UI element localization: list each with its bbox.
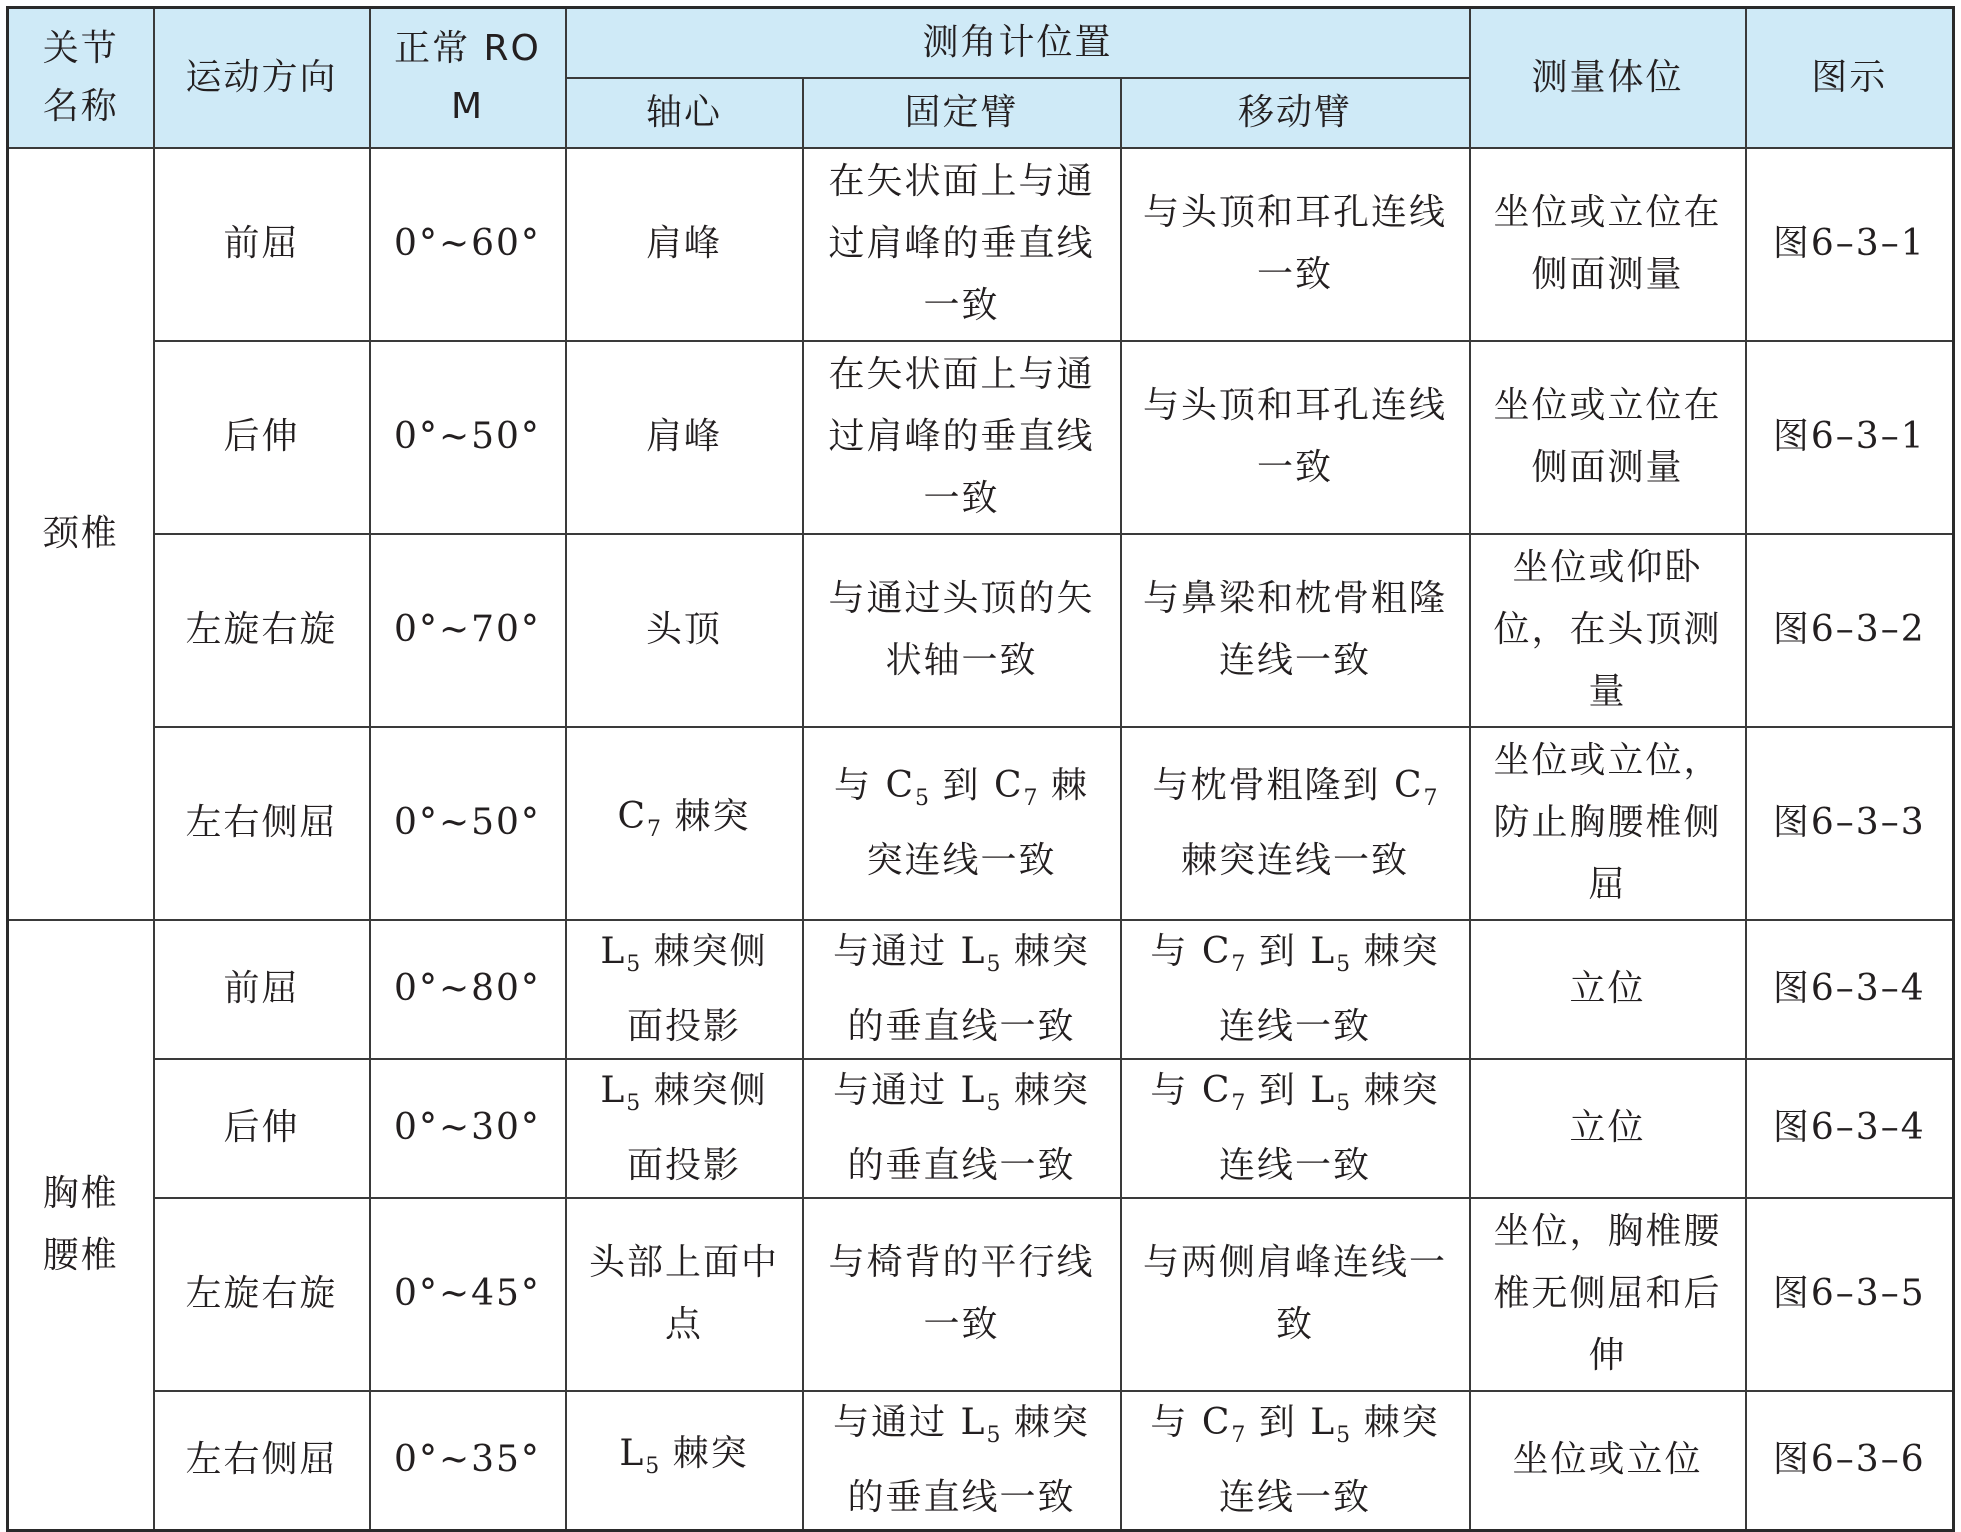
posture-cell: 坐位或立位在侧面测量 [1470, 341, 1746, 534]
header-goniometer-position: 测角计位置 [566, 8, 1470, 78]
header-moving-arm: 移动臂 [1121, 78, 1470, 148]
direction-cell: 左右侧屈 [154, 727, 370, 920]
direction-cell: 后伸 [154, 1059, 370, 1198]
figure-cell: 图6–3–4 [1746, 920, 1954, 1059]
moving-arm-cell: 与头顶和耳孔连线一致 [1121, 148, 1470, 341]
header-measure-posture: 测量体位 [1470, 8, 1746, 148]
moving-arm-cell: 与头顶和耳孔连线一致 [1121, 341, 1470, 534]
moving-arm-cell: 与鼻梁和枕骨粗隆连线一致 [1121, 534, 1470, 727]
rom-table [6, 6, 1955, 1532]
rom-cell: 0°~70° [370, 534, 566, 727]
rom-cell: 0°~80° [370, 920, 566, 1059]
axis-cell: $L_5$ 棘突 [566, 1391, 803, 1531]
fixed-arm-cell: 与椅背的平行线一致 [803, 1198, 1121, 1391]
fixed-arm-cell: 在矢状面上与通过肩峰的垂直线一致 [803, 148, 1121, 341]
table-row [8, 1391, 1954, 1531]
direction-cell: 左旋右旋 [154, 534, 370, 727]
axis-cell: 肩峰 [566, 148, 803, 341]
rom-cell: 0°~50° [370, 727, 566, 920]
posture-cell: 立位 [1470, 1059, 1746, 1198]
header-fixed-arm: 固定臂 [803, 78, 1121, 148]
header-direction: 运动方向 [154, 8, 370, 148]
header-joint-name: 关节名称 [8, 8, 154, 148]
moving-arm-cell: 与枕骨粗隆到 $C_7$ 棘突连线一致 [1121, 727, 1470, 920]
axis-cell: $C_7$ 棘突 [566, 727, 803, 920]
rom-cell: 0°~60° [370, 148, 566, 341]
fixed-arm-cell: 与 $C_5$ 到 $C_7$ 棘突连线一致 [803, 727, 1121, 920]
axis-cell: 肩峰 [566, 341, 803, 534]
posture-cell: 立位 [1470, 920, 1746, 1059]
header-figure: 图示 [1746, 8, 1954, 148]
posture-cell: 坐位或仰卧位，在头顶测量 [1470, 534, 1746, 727]
figure-cell: 图6–3–6 [1746, 1391, 1954, 1531]
moving-arm-cell: 与 $C_7$ 到 $L_5$ 棘突连线一致 [1121, 1059, 1470, 1198]
rom-cell: 0°~45° [370, 1198, 566, 1391]
joint-cell: 胸椎腰椎 [8, 920, 154, 1531]
figure-cell: 图6–3–4 [1746, 1059, 1954, 1198]
figure-cell: 图6–3–1 [1746, 341, 1954, 534]
posture-cell: 坐位或立位 [1470, 1391, 1746, 1531]
table-row [8, 727, 1954, 920]
fixed-arm-cell: 与通过头顶的矢状轴一致 [803, 534, 1121, 727]
table-row [8, 341, 1954, 534]
fixed-arm-cell: 与通过 $L_5$ 棘突的垂直线一致 [803, 1059, 1121, 1198]
direction-cell: 左右侧屈 [154, 1391, 370, 1531]
fixed-arm-cell: 与通过 $L_5$ 棘突的垂直线一致 [803, 1391, 1121, 1531]
table-row [8, 148, 1954, 341]
moving-arm-cell: 与 $C_7$ 到 $L_5$ 棘突连线一致 [1121, 1391, 1470, 1531]
header-axis: 轴心 [566, 78, 803, 148]
rom-cell: 0°~50° [370, 341, 566, 534]
axis-cell: 头顶 [566, 534, 803, 727]
figure-cell: 图6–3–1 [1746, 148, 1954, 341]
direction-cell: 左旋右旋 [154, 1198, 370, 1391]
fixed-arm-cell: 在矢状面上与通过肩峰的垂直线一致 [803, 341, 1121, 534]
axis-cell: $L_5$ 棘突侧面投影 [566, 1059, 803, 1198]
table-row [8, 920, 1954, 1059]
direction-cell: 后伸 [154, 341, 370, 534]
fixed-arm-cell: 与通过 $L_5$ 棘突的垂直线一致 [803, 920, 1121, 1059]
table-row [8, 1059, 1954, 1198]
figure-cell: 图6–3–3 [1746, 727, 1954, 920]
table-row [8, 534, 1954, 727]
moving-arm-cell: 与 $C_7$ 到 $L_5$ 棘突连线一致 [1121, 920, 1470, 1059]
axis-cell: $L_5$ 棘突侧面投影 [566, 920, 803, 1059]
direction-cell: 前屈 [154, 148, 370, 341]
axis-cell: 头部上面中点 [566, 1198, 803, 1391]
moving-arm-cell: 与两侧肩峰连线一致 [1121, 1198, 1470, 1391]
joint-cell: 颈椎 [8, 148, 154, 920]
table-row [8, 1198, 1954, 1391]
rom-cell: 0°~35° [370, 1391, 566, 1531]
rom-cell: 0°~30° [370, 1059, 566, 1198]
figure-cell: 图6–3–5 [1746, 1198, 1954, 1391]
header-normal-rom: 正常 ROM [370, 8, 566, 148]
posture-cell: 坐位，胸椎腰椎无侧屈和后伸 [1470, 1198, 1746, 1391]
figure-cell: 图6–3–2 [1746, 534, 1954, 727]
direction-cell: 前屈 [154, 920, 370, 1059]
posture-cell: 坐位或立位，防止胸腰椎侧屈 [1470, 727, 1746, 920]
posture-cell: 坐位或立位在侧面测量 [1470, 148, 1746, 341]
